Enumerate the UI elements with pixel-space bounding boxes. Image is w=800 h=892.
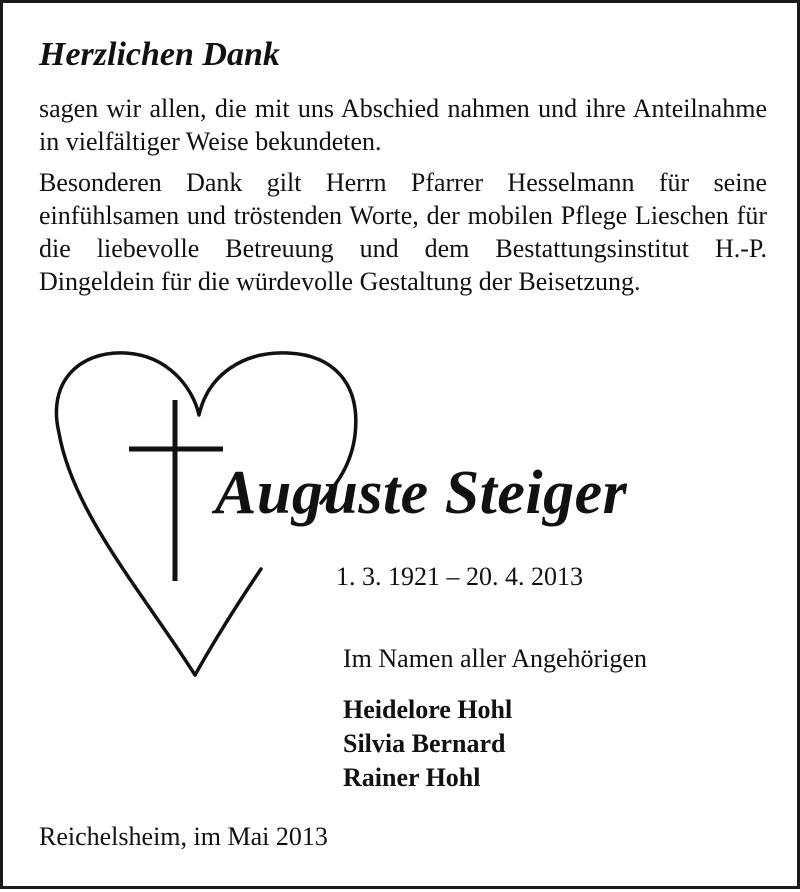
notice-heading: Herzlichen Dank <box>39 36 280 73</box>
signature-intro: Im Namen aller Angehörigen <box>343 644 647 673</box>
signatory-name: Silvia Bernard <box>343 729 506 758</box>
signatory-name: Heidelore Hohl <box>343 695 513 724</box>
thanks-paragraph: sagen wir allen, die mit uns Abschied nahmen und ihre Anteilnahme in vielfältiger Weise bekundeten. <box>39 94 767 156</box>
deceased-name: Auguste Steiger <box>215 459 628 527</box>
signatory-list <box>343 693 512 795</box>
heart-tail <box>195 569 261 675</box>
place-and-date: Reichelsheim, im Mai 2013 <box>39 822 328 851</box>
special-thanks-paragraph: Besonderen Dank gilt Herrn Pfarrer Hesselmann für seine einfühlsamen und tröstenden Worte, der mobilen Pflege Lieschen für die liebevolle Betreuung und dem Bestattungsinstitut H.-P. Dingeldein für die würdevolle Gestaltung der Beisetzung. <box>39 168 767 296</box>
signatory-name: Rainer Hohl <box>343 763 481 792</box>
life-dates: 1. 3. 1921 – 20. 4. 2013 <box>336 562 583 591</box>
